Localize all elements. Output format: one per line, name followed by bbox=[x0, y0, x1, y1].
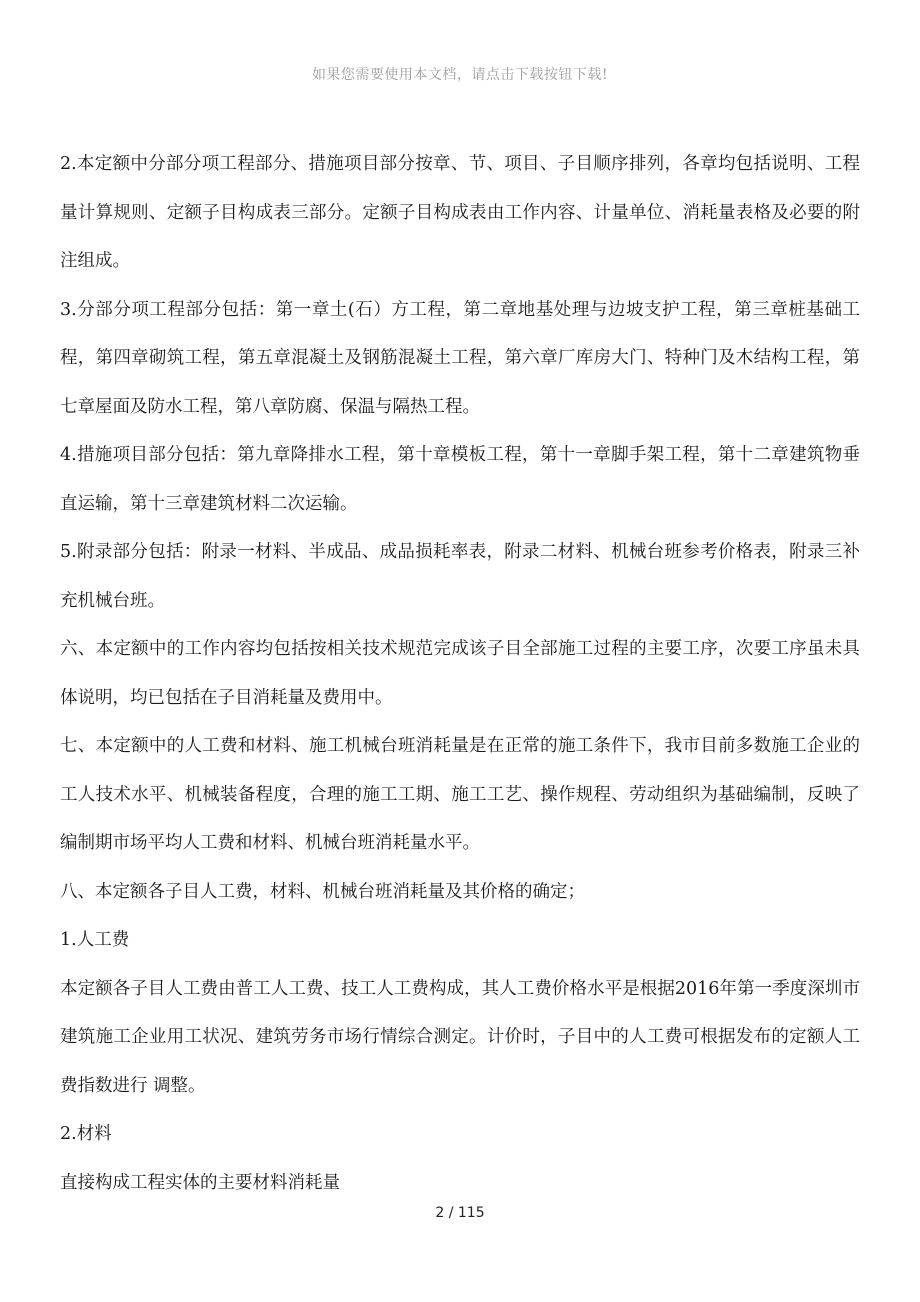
heading-labor-cost: 1.人工费 bbox=[60, 930, 130, 950]
document-body bbox=[60, 140, 860, 1207]
paragraph-2-structure: 2.本定额中分部分项工程部分、措施项目部分按章、节、项目、子目顺序排列，各章均包括说明、工程量计算规则、定额子目构成表三部分。定额子目构成表由工作内容、计量单位、消耗量表格及必要的附注组成。 bbox=[60, 154, 860, 271]
paragraph-six-work-content: 六、本定额中的工作内容均包括按相关技术规范完成该子目全部施工过程的主要工序，次要工序虽未具体说明，均已包括在子目消耗量及费用中。 bbox=[60, 639, 860, 708]
paragraph-materials: 直接构成工程实体的主要材料消耗量 bbox=[60, 1172, 340, 1193]
page-number: 2 / 115 bbox=[435, 1205, 485, 1221]
paragraph-4-measures: 4.措施项目部分包括：第九章降排水工程，第十章模板工程，第十一章脚手架工程，第十二章建筑物垂直运输，第十三章建筑材料二次运输。 bbox=[60, 445, 860, 514]
paragraph-5-appendix: 5.附录部分包括：附录一材料、半成品、成品损耗率表，附录二材料、机械台班参考价格表，附录三补充机械台班。 bbox=[60, 542, 860, 611]
paragraph-eight-pricing: 八、本定额各子目人工费，材料、机械台班消耗量及其价格的确定； bbox=[60, 881, 585, 902]
paragraph-3-divisional-works: 3.分部分项工程部分包括：第一章土(石）方工程，第二章地基处理与边坡支护工程，第三章桩基础工程，第四章砌筑工程，第五章混凝土及钢筋混凝土工程，第六章厂库房大门、特种门及木结构工程，第七章屋面及防水工程，第八章防腐、保温与隔热工程。 bbox=[60, 299, 860, 417]
heading-materials: 2.材料 bbox=[60, 1124, 112, 1144]
paragraph-labor-cost: 本定额各子目人工费由普工人工费、技工人工费构成，其人工费价格水平是根据2016年第一季度深圳市建筑施工企业用工状况、建筑劳务市场行情综合测定。计价时，子目中的人工费可根据发布的定额人工费指数进行 调整。 bbox=[60, 978, 860, 1096]
download-note: 如果您需要使用本文档，请点击下载按钮下载! bbox=[311, 67, 609, 83]
paragraph-seven-consumption: 七、本定额中的人工费和材料、施工机械台班消耗量是在正常的施工条件下，我市目前多数施工企业的工人技术水平、机械装备程度，合理的施工工期、施工工艺、操作规程、劳动组织为基础编制，反映了编制期市场平均人工费和材料、机械台班消耗量水平。 bbox=[60, 736, 860, 853]
